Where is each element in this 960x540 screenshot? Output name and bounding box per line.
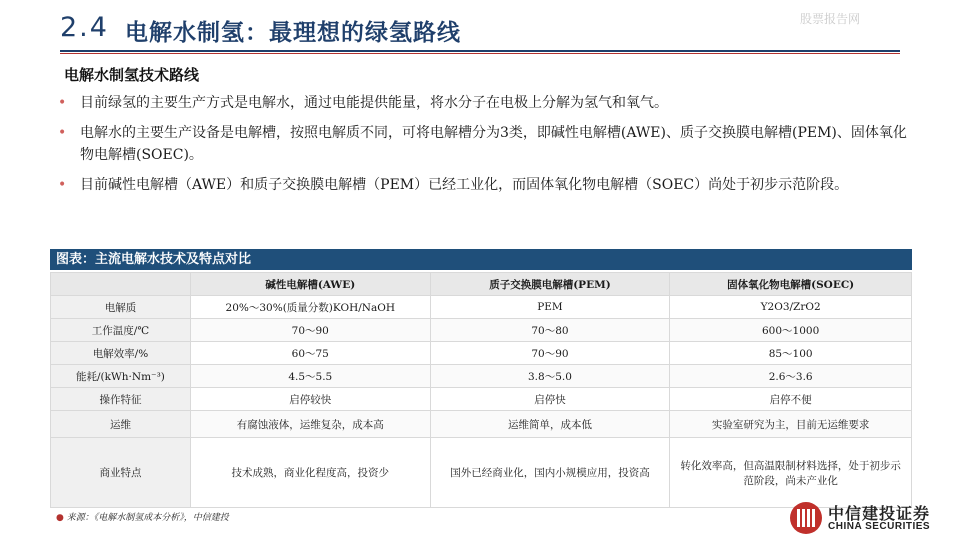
table-header-row xyxy=(51,273,912,296)
watermark: 股票报告网 xyxy=(799,12,860,26)
row-header: 工作温度/℃ xyxy=(51,319,191,342)
bullet-text: 目前碱性电解槽（AWE）和质子交换膜电解槽（PEM）已经工业化，而固体氧化物电解槽（SOEC）尚处于初步示范阶段。 xyxy=(80,177,849,193)
table-row xyxy=(51,438,912,508)
table-cell: 20%～30%(质量分数)KOH/NaOH xyxy=(190,296,430,319)
row-header: 电解效率/% xyxy=(51,342,191,365)
row-header: 能耗/(kWh·Nm⁻³) xyxy=(51,365,191,388)
table-cell: 70～90 xyxy=(190,319,430,342)
source-dot-icon: ● xyxy=(56,513,64,523)
table-row xyxy=(51,296,912,319)
table-cell: 85～100 xyxy=(670,342,912,365)
table-cell: 国外已经商业化，国内小规模应用，投资高 xyxy=(430,438,670,508)
bullet-item xyxy=(58,92,918,114)
logo-emblem-icon xyxy=(790,502,822,534)
table-row xyxy=(51,365,912,388)
column-header xyxy=(51,273,191,296)
bullet-dot-icon: • xyxy=(58,177,67,193)
title-rule xyxy=(60,50,900,52)
company-logo xyxy=(790,500,950,536)
table-cell: 70～80 xyxy=(430,319,670,342)
table-cell: 转化效率高，但高温限制材料选择，处于初步示范阶段，尚未产业化 xyxy=(670,438,912,508)
table-cell: 70～90 xyxy=(430,342,670,365)
bullet-item xyxy=(58,122,918,166)
comparison-table xyxy=(50,272,912,508)
table-cell: 运维简单，成本低 xyxy=(430,411,670,438)
bullet-text: 目前绿氢的主要生产方式是电解水，通过电能提供能量，将水分子在电极上分解为氢气和氧气。 xyxy=(80,95,668,111)
table-cell: 启停较快 xyxy=(190,388,430,411)
table-cell: 技术成熟，商业化程度高，投资少 xyxy=(190,438,430,508)
row-header: 商业特点 xyxy=(51,438,191,508)
row-header: 运维 xyxy=(51,411,191,438)
table-cell: 2.6～3.6 xyxy=(670,365,912,388)
table-caption: 图表：主流电解水技术及特点对比 xyxy=(50,249,912,270)
table-cell: 实验室研究为主，目前无运维要求 xyxy=(670,411,912,438)
column-header: 质子交换膜电解槽(PEM) xyxy=(430,273,670,296)
table-cell: PEM xyxy=(430,296,670,319)
section-subtitle: 电解水制氢技术路线 xyxy=(64,66,200,84)
table-row xyxy=(51,319,912,342)
table-cell: Y2O3/ZrO2 xyxy=(670,296,912,319)
page-title: 电解水制氢：最理想的绿氢路线 xyxy=(125,20,461,46)
bullet-list xyxy=(58,92,918,204)
logo-english-name: CHINA SECURITIES xyxy=(828,521,931,532)
table-cell: 有腐蚀液体，运维复杂，成本高 xyxy=(190,411,430,438)
table-cell: 3.8～5.0 xyxy=(430,365,670,388)
source-note xyxy=(56,510,229,523)
bullet-dot-icon: • xyxy=(58,95,67,111)
table-row xyxy=(51,388,912,411)
bullet-item xyxy=(58,174,918,196)
table-row xyxy=(51,342,912,365)
table-cell: 60～75 xyxy=(190,342,430,365)
table-cell: 启停不便 xyxy=(670,388,912,411)
section-number: 2.4 xyxy=(60,12,109,43)
row-header: 电解质 xyxy=(51,296,191,319)
table-cell: 4.5～5.5 xyxy=(190,365,430,388)
table-cell: 600～1000 xyxy=(670,319,912,342)
column-header: 碱性电解槽(AWE) xyxy=(190,273,430,296)
row-header: 操作特征 xyxy=(51,388,191,411)
source-text: 来源：《电解水制氢成本分析》，中信建投 xyxy=(66,513,229,523)
table-cell: 启停快 xyxy=(430,388,670,411)
bullet-dot-icon: • xyxy=(58,125,67,141)
table-row xyxy=(51,411,912,438)
page-header xyxy=(0,0,960,48)
bullet-text: 电解水的主要生产设备是电解槽，按照电解质不同，可将电解槽分为3类，即碱性电解槽(AWE)、质子交换膜电解槽(PEM)、固体氧化物电解槽(SOEC)。 xyxy=(80,125,907,163)
title-rule-accent xyxy=(60,53,900,54)
logo-chinese-name: 中信建投证券 xyxy=(828,504,931,523)
column-header: 固体氧化物电解槽(SOEC) xyxy=(670,273,912,296)
